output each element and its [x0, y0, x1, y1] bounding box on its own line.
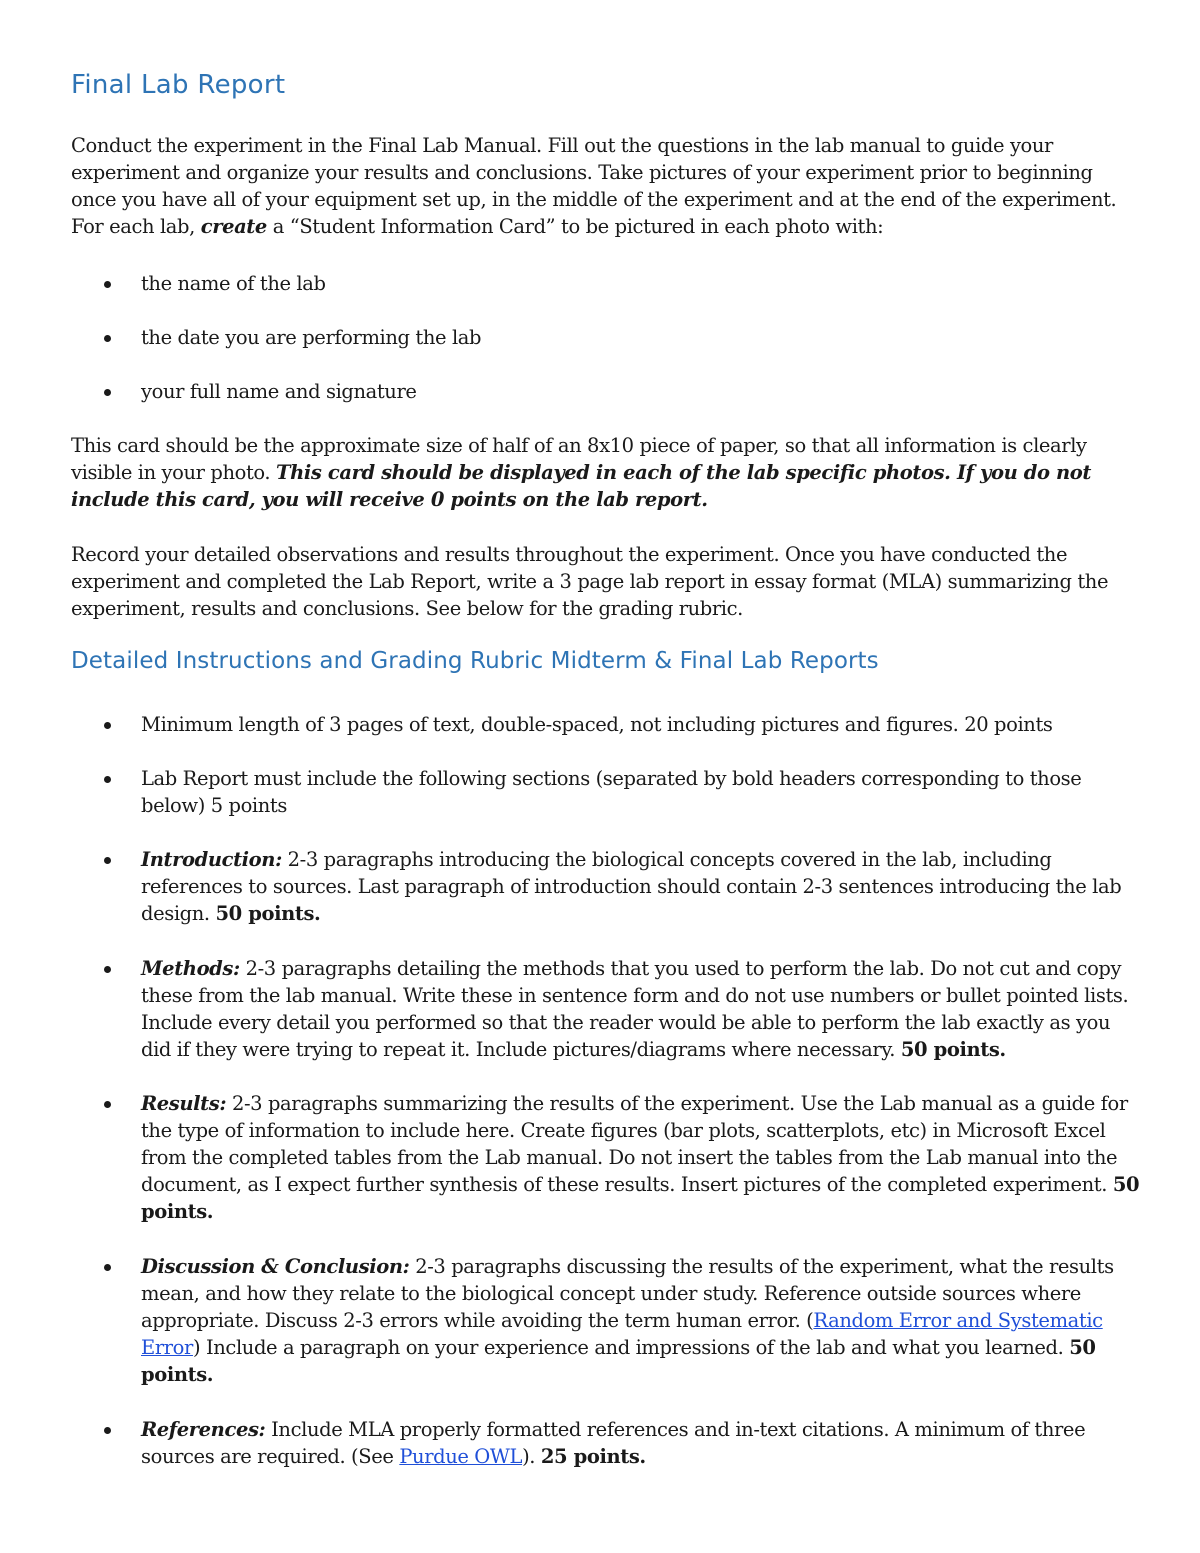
section-label: Introduction: — [141, 848, 282, 871]
section-description-cont: ) Include a paragraph on your experience and impressions of the lab and what you learned. — [192, 1336, 1070, 1359]
section-description-cont: ). — [522, 1445, 541, 1468]
section-label: References: — [141, 1418, 266, 1441]
rubric-item-text — [141, 846, 1141, 927]
section-description: 2-3 paragraphs detailing the methods that you used to perform the lab. Do not cut and copy these from the lab manual. Write these in sentence form and do not use numbers or bullet pointed lists. Include every detail you performed so that the reader would be able to perform the lab exactly as you did if they were trying to repeat it. Include pictures/diagrams where necessary. — [141, 957, 1129, 1061]
rubric-item-text — [141, 1416, 1141, 1470]
random-error-link[interactable]: Random Error and Systematic Error — [141, 1309, 1103, 1359]
section-points: 25 points. — [540, 1445, 646, 1468]
create-emphasis: create — [200, 215, 267, 238]
rubric-item-text — [141, 1253, 1141, 1388]
bullet-icon — [104, 389, 111, 396]
rubric-item-text: Lab Report must include the following sections (separated by bold headers corresponding to those below) 5 points — [141, 767, 1082, 817]
bullet-icon — [104, 722, 111, 729]
page-title: Final Lab Report — [71, 70, 286, 100]
bullet-icon — [104, 966, 111, 973]
section-description: 2-3 paragraphs summarizing the results of the experiment. Use the Lab manual as a guide for the type of information to include here. Create figures (bar plots, scatterplots, etc) in Microsoft Excel from the completed tables from the Lab manual. Do not insert the tables from the Lab manual into the document, as I expect further synthesis of these results. Insert pictures of the completed experiment. — [141, 1092, 1128, 1196]
section-points: 50 points. — [215, 902, 321, 925]
section-label: Methods: — [141, 957, 240, 980]
bullet-icon — [104, 335, 111, 342]
rubric-item-text — [141, 955, 1141, 1063]
bullet-icon — [104, 1427, 111, 1434]
section-label: Results: — [141, 1092, 227, 1115]
card-item-text: the date you are performing the lab — [141, 326, 482, 349]
bullet-icon — [104, 1264, 111, 1271]
bullet-icon — [104, 281, 111, 288]
card-size-paragraph — [71, 432, 1141, 513]
section-label: Discussion & Conclusion: — [141, 1255, 410, 1278]
section-points: 50 points. — [141, 1173, 1140, 1223]
card-item-text: the name of the lab — [141, 272, 326, 295]
rubric-item-text — [141, 1090, 1141, 1225]
intro-text-a: Conduct the experiment in the Final Lab Manual. Fill out the questions in the lab manual to guide your experiment and organize your results and conclusions. Take pictures of your experiment prior to beginning once you have all of your equipment set up, in the middle of the experiment and at the end of the experiment. For each lab, — [71, 134, 1117, 238]
section-description: Include MLA properly formatted references and in-text citations. A minimum of three sources are required. (See — [141, 1418, 1086, 1468]
observations-paragraph: Record your detailed observations and results throughout the experiment. Once you have conducted the experiment and completed the Lab Report, write a 3 page lab report in essay format (MLA) summarizing the experiment, results and conclusions. See below for the grading rubric. — [71, 543, 1109, 620]
bullet-icon — [104, 1101, 111, 1108]
card-size-text: This card should be the approximate size of half of an 8x10 piece of paper, so that all information is clearly visible in your photo. — [71, 434, 1087, 484]
section-description: 2-3 paragraphs discussing the results of the experiment, what the results mean, and how they relate to the biological concept under study. Reference outside sources where appropriate. Discuss 2-3 errors while avoiding the term human error. ( — [141, 1255, 1114, 1332]
card-warning: This card should be displayed in each of the lab specific photos. If you do not include this card, you will receive 0 points on the lab report. — [71, 461, 1091, 511]
purdue-owl-link[interactable]: Purdue OWL — [399, 1445, 523, 1468]
intro-paragraph-1 — [71, 132, 1141, 240]
rubric-item-text: Minimum length of 3 pages of text, double-spaced, not including pictures and figures. 20 points — [141, 713, 1053, 736]
section-points: 50 points. — [900, 1038, 1006, 1061]
rubric-heading: Detailed Instructions and Grading Rubric Midterm & Final Lab Reports — [71, 648, 879, 674]
intro-text-b: a “Student Information Card” to be pictured in each photo with: — [266, 215, 884, 238]
card-item-text: your full name and signature — [141, 380, 417, 403]
bullet-icon — [104, 776, 111, 783]
section-description: 2-3 paragraphs introducing the biological concepts covered in the lab, including references to sources. Last paragraph of introduction should contain 2-3 sentences introducing the lab design. — [141, 848, 1122, 925]
bullet-icon — [104, 857, 111, 864]
section-points: 50 points. — [141, 1336, 1096, 1386]
